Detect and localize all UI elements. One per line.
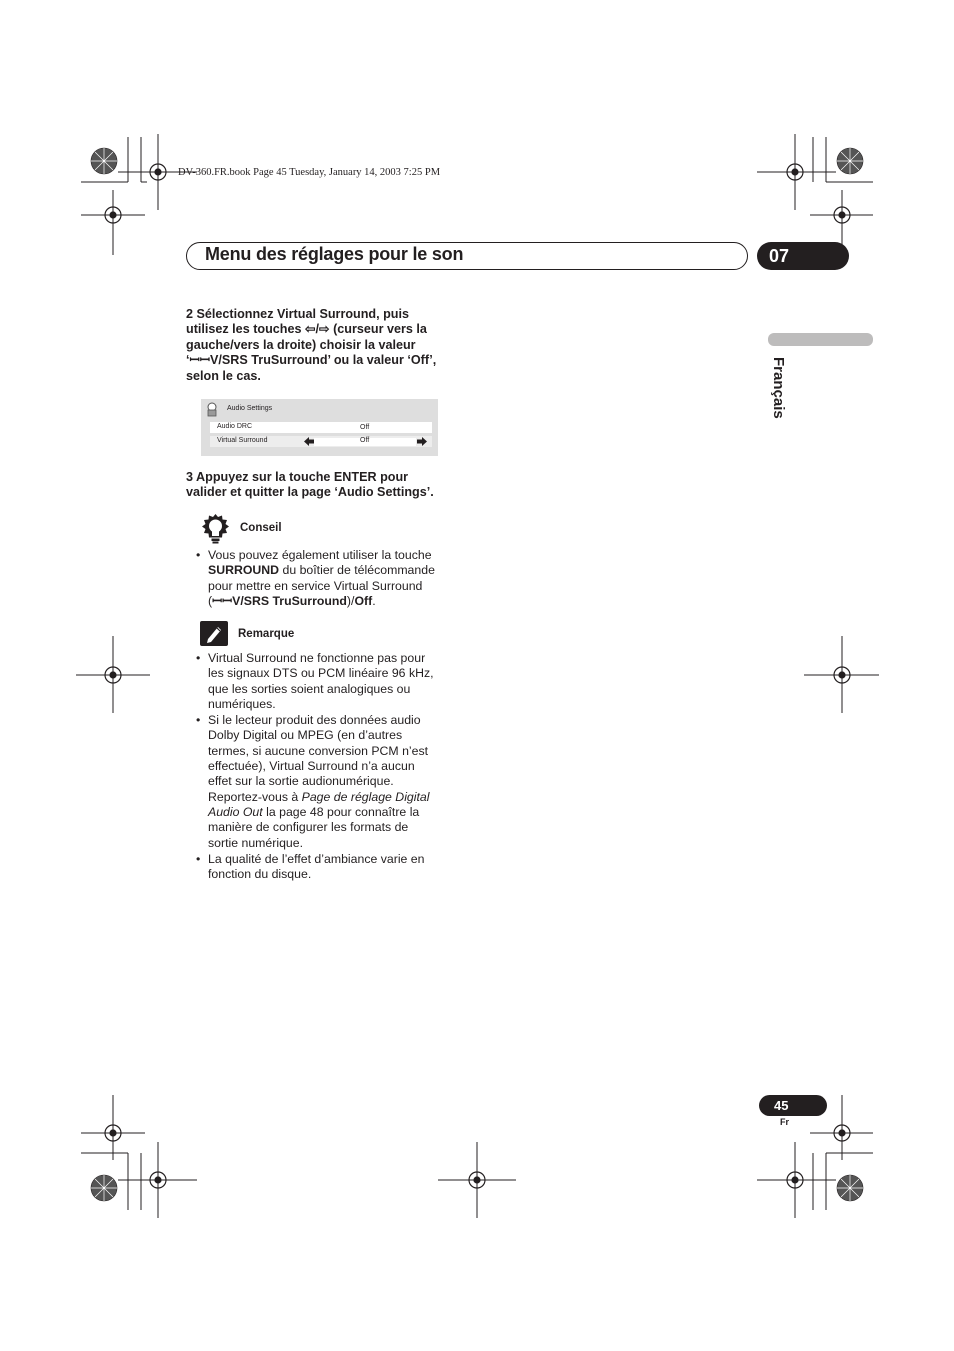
screen-row-virtual-surround — [210, 436, 432, 447]
chapter-badge: 07 — [757, 242, 849, 270]
language-label — [760, 357, 800, 437]
note-heading: Remarque — [238, 628, 295, 640]
screen-row-audio-drc — [210, 422, 432, 433]
list-item: • La qualité de l’effet d’ambiance varie en fonction du disque. — [196, 852, 461, 883]
language-tab — [768, 333, 873, 346]
row-label: Audio DRC — [217, 423, 253, 430]
row-label: Virtual Surround — [217, 437, 268, 444]
note-line: que les sorties soient analogiques ou — [208, 681, 411, 696]
note-line: les signaux DTS ou PCM linéaire 96 kHz, — [208, 666, 434, 681]
list-item: • Vous pouvez également utiliser la touche SURROUND du boîtier de télécommande pour mettre en service Virtual Surround (ꟷꟷV/SRS TruSurround)/Off. — [196, 548, 461, 609]
tip-line: SURROUND du boîtier de télécommande — [208, 563, 435, 578]
note-line: numériques. — [208, 696, 276, 711]
step-2-line: selon le cas. — [186, 368, 261, 383]
step-2-line: gauche/vers la droite) choisir la valeur — [186, 337, 416, 352]
note-line: effet sur la sortie audionumérique. — [208, 774, 394, 789]
list-item: • Virtual Surround ne fonctionne pas pour les signaux DTS ou PCM linéaire 96 kHz, que les sorties soient analogiques ou numériques. — [196, 651, 461, 712]
tip-line: Vous pouvez également utiliser la touche — [208, 548, 432, 562]
book-header-line: DV-360.FR.book Page 45 Tuesday, January 14, 2003 7:25 PM — [178, 167, 441, 178]
note-line: La qualité de l’effet d’ambiance varie en — [208, 851, 425, 866]
note-line: termes, si aucune conversion PCM n’est — [208, 743, 429, 758]
pencil-icon — [200, 621, 231, 651]
page-title: Menu des réglages pour le son — [205, 244, 464, 264]
note-line: Audio Out la page 48 pour connaître la — [208, 804, 420, 819]
language-label-text: Français — [770, 357, 787, 419]
tip-line: (ꟷꟷV/SRS TruSurround)/Off. — [208, 593, 376, 608]
note-line: sortie numérique. — [208, 835, 304, 850]
page-number: 45 — [759, 1095, 827, 1116]
step-3-line: valider et quitter la page ‘Audio Settings’. — [186, 485, 434, 500]
step-3-line: 3 Appuyez sur la touche ENTER pour — [186, 470, 409, 484]
tip-heading: Conseil — [240, 522, 282, 534]
audio-settings-screen — [201, 399, 438, 456]
note-line: Si le lecteur produit des données audio — [208, 713, 421, 728]
note-line: Reportez-vous à Page de réglage Digital — [208, 789, 430, 804]
note-line: effectuée), Virtual Surround n’a aucun — [208, 759, 415, 774]
right-arrow-icon — [417, 437, 427, 446]
note-line: Virtual Surround ne fonctionne pas pour — [208, 651, 426, 665]
step-2 — [186, 307, 466, 384]
step-3 — [186, 470, 466, 501]
note-line: Dolby Digital ou MPEG (en d’autres — [208, 728, 403, 743]
tip-line: pour mettre en service Virtual Surround — [208, 578, 423, 593]
lightbulb-icon — [200, 514, 231, 544]
step-2-line: utilisez les touches ⇦/⇨ (curseur vers la — [186, 322, 427, 337]
speaker-icon — [205, 402, 219, 417]
note-body — [196, 651, 461, 882]
row-value: Off — [360, 424, 370, 431]
note-line: fonction du disque. — [208, 867, 312, 882]
step-2-line: ‘ꟷꟷV/SRS TruSurround’ ou la valeur ‘Off’, — [186, 353, 437, 368]
tip-body — [196, 548, 461, 609]
note-line: manière de configurer les formats de — [208, 820, 409, 835]
list-item: • Si le lecteur produit des données audio Dolby Digital ou MPEG (en d’autres termes, si aucune conversion PCM n’est effectuée), Virtual Surround n’a aucun effet sur la sortie audionumérique. Reportez-vous à Page de réglage Digital Audio Out la page 48 pour connaître la manière de configurer les formats de sortie numérique. — [196, 713, 461, 851]
left-arrow-icon — [304, 437, 314, 446]
screen-title: Audio Settings — [227, 405, 273, 412]
step-2-line: 2 Sélectionnez Virtual Surround, puis — [186, 307, 409, 321]
row-value: Off — [360, 437, 370, 444]
page-language: Fr — [780, 1117, 789, 1127]
